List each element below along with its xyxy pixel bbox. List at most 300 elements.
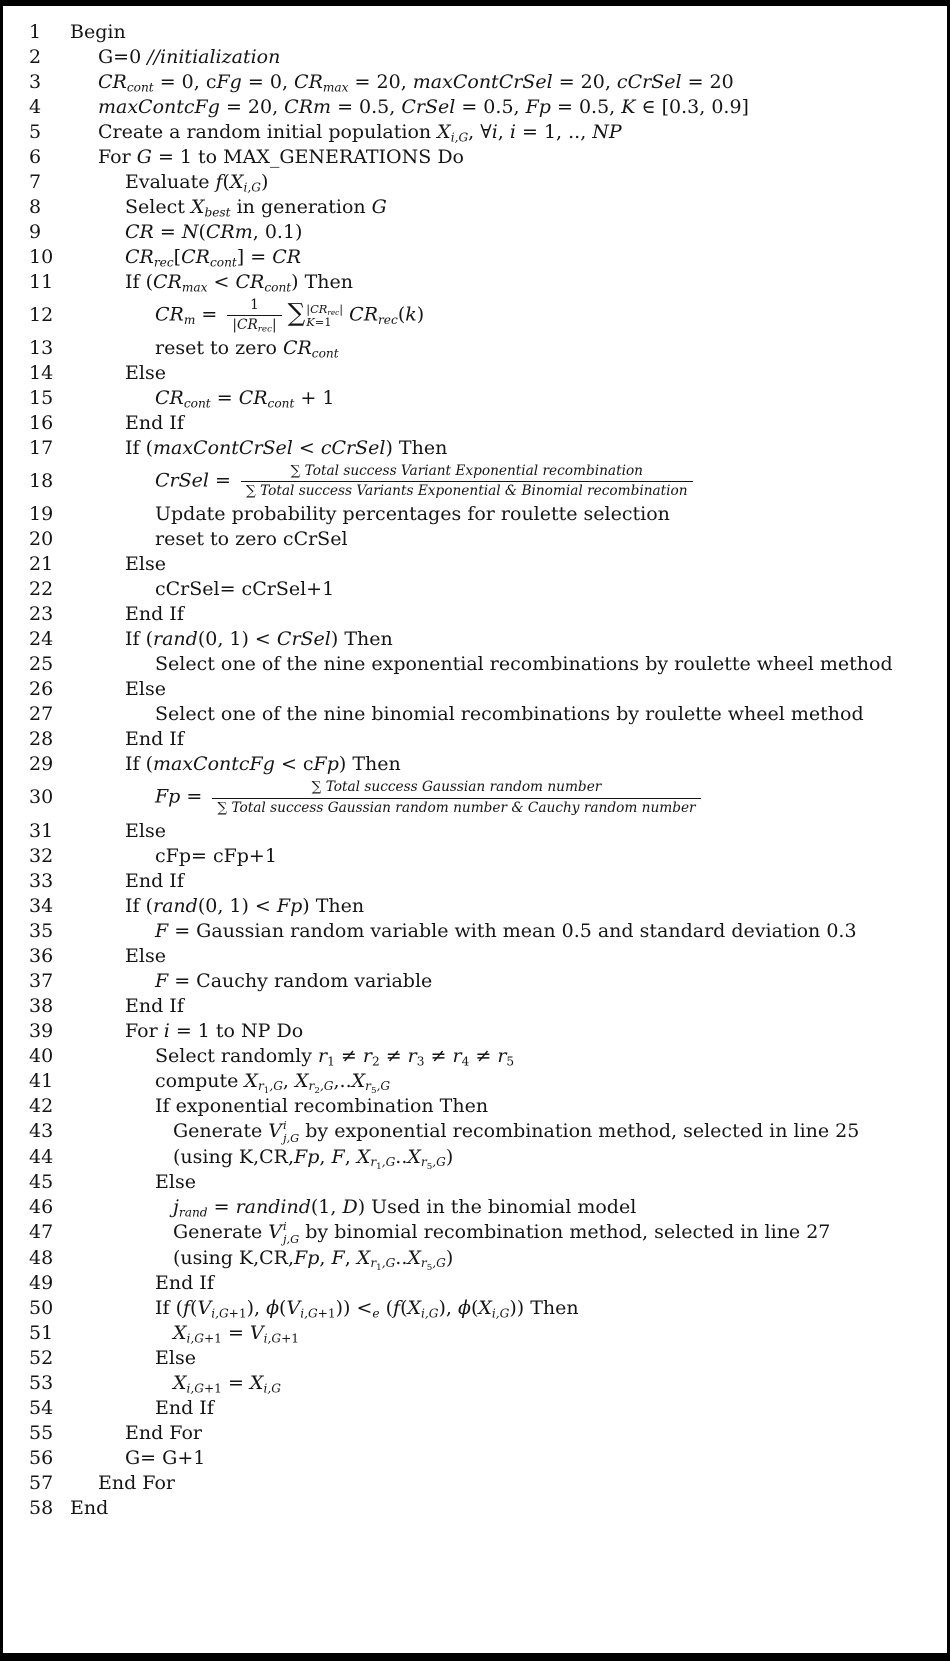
code-line bbox=[29, 1346, 941, 1371]
line-content: Else bbox=[125, 819, 166, 842]
code-line bbox=[29, 1094, 941, 1119]
math-italic: r bbox=[420, 1256, 427, 1271]
line-content: Generate V i j,G by exponential recombination method, selected in line 25 bbox=[173, 1117, 860, 1145]
code-line bbox=[29, 145, 941, 170]
math-italic: F bbox=[331, 1145, 345, 1168]
math-italic: best bbox=[204, 205, 231, 220]
line-number: 21 bbox=[29, 553, 54, 576]
math-italic: i bbox=[282, 1218, 287, 1233]
line-number: 40 bbox=[29, 1044, 54, 1067]
subscript bbox=[451, 130, 468, 144]
math-italic: maxContcFg bbox=[153, 753, 275, 776]
subscript bbox=[492, 1306, 509, 1320]
code-line bbox=[29, 1421, 941, 1446]
code-line bbox=[29, 602, 941, 627]
line-number: 31 bbox=[29, 819, 54, 842]
code-line bbox=[29, 1371, 941, 1396]
line-content: Select $X_{best}$ in generation G bbox=[125, 196, 387, 220]
math-italic: CR bbox=[153, 271, 182, 293]
line-number: 19 bbox=[29, 503, 54, 526]
line-content: Else bbox=[125, 362, 166, 385]
subscript bbox=[204, 205, 230, 219]
math-italic: rand bbox=[153, 894, 198, 917]
line-number: 23 bbox=[29, 603, 54, 626]
math-italic: r bbox=[362, 1044, 372, 1067]
line-number: 35 bbox=[29, 919, 54, 942]
subscript: i,G+1 bbox=[263, 1331, 300, 1346]
line-content: $CR_{cont} = CR_{cont} + 1$ bbox=[155, 387, 335, 411]
math-italic: rec bbox=[327, 307, 340, 317]
subscript bbox=[264, 280, 291, 294]
line-content: Else bbox=[125, 553, 166, 576]
math-italic: rec bbox=[378, 313, 398, 327]
line-number: 16 bbox=[29, 412, 54, 435]
math-italic: CR bbox=[236, 317, 258, 334]
line-content: $X_{i,G+1} = X_{i,G}$ bbox=[173, 1372, 281, 1396]
line-number: 58 bbox=[29, 1497, 54, 1520]
math-italic: X bbox=[407, 1297, 422, 1320]
subscript bbox=[308, 1079, 334, 1097]
sup-sub-stack bbox=[283, 1119, 299, 1145]
math-italic: i,G bbox=[186, 1331, 204, 1346]
math-italic: CR bbox=[125, 221, 154, 243]
code-line bbox=[29, 1044, 941, 1069]
code-line bbox=[29, 1271, 941, 1296]
fraction-denominator: ∑ Total success Variants Exponential & Binomial recombination bbox=[245, 483, 688, 500]
math-italic: CR bbox=[294, 71, 323, 93]
code-line bbox=[29, 1119, 941, 1145]
math-italic: ,G bbox=[319, 1079, 334, 1094]
code-line bbox=[29, 1069, 941, 1097]
line-number: 27 bbox=[29, 703, 54, 726]
line-number: 6 bbox=[29, 146, 42, 168]
math-italic: ,G bbox=[432, 1256, 446, 1271]
math-italic: f bbox=[393, 1297, 401, 1320]
math-italic: K bbox=[306, 314, 315, 329]
math-italic: r bbox=[370, 1256, 377, 1271]
fraction-denominator: $|CR_{rec}|$ bbox=[232, 317, 277, 335]
line-content: F = Gaussian random variable with mean 0.5 and standard deviation 0.3 bbox=[155, 919, 857, 942]
math-italic: X bbox=[173, 1372, 187, 1395]
line-content: G=0 //initialization bbox=[98, 46, 281, 68]
line-number: 15 bbox=[29, 387, 54, 410]
line-number: 30 bbox=[29, 786, 54, 809]
subscript: i,G+1 bbox=[186, 1381, 222, 1396]
line-content: G= G+1 bbox=[125, 1447, 206, 1470]
code-line bbox=[29, 1220, 941, 1246]
line-number: 56 bbox=[29, 1447, 54, 1470]
line-number: 47 bbox=[29, 1220, 54, 1243]
code-line bbox=[29, 627, 941, 652]
subscript bbox=[184, 313, 196, 327]
line-number: 46 bbox=[29, 1195, 54, 1218]
code-line bbox=[29, 120, 941, 145]
code-line bbox=[29, 869, 941, 894]
math-italic: V bbox=[268, 1220, 282, 1243]
code-line bbox=[29, 1145, 941, 1173]
subscript bbox=[372, 1306, 379, 1320]
subscript bbox=[370, 1155, 396, 1173]
line-number: 7 bbox=[29, 171, 42, 193]
line-content: Update probability percentages for roulette selection bbox=[155, 503, 670, 526]
line-content: compute $X_{r_1,G}$, $X_{r_2,G},..X_{r_5,G}$ bbox=[155, 1069, 391, 1097]
subscript bbox=[210, 255, 237, 269]
code-line bbox=[29, 1296, 941, 1321]
fraction bbox=[241, 463, 693, 500]
subscript bbox=[258, 325, 272, 335]
subscript: 5 bbox=[506, 1054, 515, 1069]
subscript: 1 bbox=[376, 1263, 382, 1274]
line-content: Else bbox=[155, 1170, 196, 1193]
subscript bbox=[182, 280, 208, 294]
math-italic: r bbox=[420, 1155, 427, 1170]
subscript bbox=[421, 1306, 438, 1320]
code-line bbox=[29, 777, 941, 818]
line-content: Fp = ∑ Total success Gaussian random number ∑ Total success Gaussian random number & Cauchy random number bbox=[155, 777, 705, 818]
math-italic: i bbox=[491, 121, 498, 143]
line-content: For i = 1 to NP Do bbox=[125, 1019, 304, 1042]
line-content: End If bbox=[155, 1397, 214, 1420]
subscript: 5 bbox=[370, 1086, 377, 1097]
code-line bbox=[29, 552, 941, 577]
math-italic: X bbox=[173, 1322, 187, 1345]
math-italic: i,G bbox=[491, 1306, 510, 1321]
line-content: cCrSel= cCrSel+1 bbox=[155, 578, 335, 601]
code-line bbox=[29, 1195, 941, 1220]
math-italic: CrSel bbox=[155, 469, 209, 492]
math-italic: j,G bbox=[282, 1231, 300, 1246]
math-italic: i bbox=[163, 1019, 170, 1042]
line-number: 18 bbox=[29, 469, 54, 492]
line-content: Generate V i j,G by binomial recombination method, selected in line 27 bbox=[173, 1218, 831, 1246]
line-content: F = Cauchy random variable bbox=[155, 969, 433, 992]
math-italic: //initialization bbox=[147, 46, 281, 68]
code-line bbox=[29, 1019, 941, 1044]
code-line bbox=[29, 295, 941, 336]
code-line bbox=[29, 994, 941, 1019]
stack-subscript: K=1 bbox=[306, 314, 332, 329]
math-italic: r bbox=[308, 1079, 315, 1094]
code-line bbox=[29, 1496, 941, 1521]
subscript bbox=[323, 80, 349, 94]
line-number: 53 bbox=[29, 1372, 54, 1395]
code-line bbox=[29, 270, 941, 295]
line-number: 24 bbox=[29, 628, 54, 651]
subscript bbox=[420, 1256, 446, 1274]
line-content: End If bbox=[125, 869, 184, 892]
line-number: 4 bbox=[29, 96, 42, 118]
math-italic: i,G bbox=[263, 1381, 281, 1396]
subscript bbox=[420, 1155, 446, 1173]
math-italic: cont bbox=[267, 396, 295, 411]
code-line bbox=[29, 652, 941, 677]
subscript: 2 bbox=[314, 1086, 320, 1097]
subscript: 2 bbox=[371, 1054, 380, 1069]
math-italic: cont bbox=[264, 280, 292, 295]
math-italic: G bbox=[371, 196, 387, 218]
code-line bbox=[29, 527, 941, 552]
math-italic: maxContcFg bbox=[98, 96, 220, 118]
math-italic: randind bbox=[235, 1195, 311, 1218]
subscript: 1 bbox=[263, 1086, 270, 1097]
math-italic: CR bbox=[310, 301, 328, 316]
math-italic: i,G bbox=[300, 1306, 318, 1321]
line-content: Select one of the nine exponential recombinations by roulette wheel method bbox=[155, 653, 893, 676]
line-number: 51 bbox=[29, 1322, 54, 1345]
math-italic: V bbox=[197, 1297, 212, 1320]
math-italic: cont bbox=[209, 255, 237, 270]
code-line bbox=[29, 411, 941, 436]
math-italic: CR bbox=[155, 387, 184, 410]
math-italic: X bbox=[249, 1372, 264, 1395]
line-content: If (rand(0, 1) < CrSel) Then bbox=[125, 628, 393, 651]
line-content: (using K,CR,Fp, F, $X_{r_1,G}..X_{r_5,G}$) bbox=[173, 1247, 454, 1274]
line-content: End If bbox=[125, 603, 184, 626]
line-number: 11 bbox=[29, 271, 54, 293]
line-content: End If bbox=[155, 1272, 214, 1295]
line-number: 25 bbox=[29, 653, 54, 676]
math-italic: maxContCrSel bbox=[153, 437, 293, 460]
math-italic: X bbox=[407, 1145, 421, 1168]
math-italic: r bbox=[407, 1044, 417, 1067]
math-italic: CR bbox=[238, 387, 268, 410]
math-italic: X bbox=[244, 1069, 258, 1092]
line-number: 3 bbox=[29, 71, 42, 93]
math-italic: cont bbox=[183, 396, 211, 411]
line-content: End For bbox=[98, 1472, 175, 1495]
subscript: i,G+1 bbox=[211, 1306, 247, 1321]
fraction-denominator: ∑ Total success Gaussian random number & Cauchy random number bbox=[217, 799, 696, 816]
line-number: 48 bbox=[29, 1247, 54, 1270]
code-line bbox=[29, 944, 941, 969]
math-italic: rand bbox=[178, 1205, 208, 1220]
code-line bbox=[29, 220, 941, 245]
math-italic: r bbox=[370, 1155, 377, 1170]
math-italic: X bbox=[437, 121, 451, 143]
math-italic: CrSel bbox=[276, 628, 331, 651]
line-content: Select one of the nine binomial recombinations by roulette wheel method bbox=[155, 703, 864, 726]
math-italic: max bbox=[181, 280, 208, 295]
math-italic: ,G bbox=[381, 1155, 396, 1170]
line-number: 10 bbox=[29, 246, 54, 268]
line-content: Else bbox=[155, 1347, 196, 1370]
line-content: (using K,CR,Fp, F, $X_{r_1,G}..X_{r_5,G}$) bbox=[173, 1145, 454, 1173]
line-number: 52 bbox=[29, 1347, 54, 1370]
code-line bbox=[29, 702, 941, 727]
summation-symbol: ∑ bbox=[287, 297, 306, 327]
subscript bbox=[370, 1256, 396, 1274]
line-content: Create a random initial population $X_{i,G}$, ∀i, i = 1, .., NP bbox=[98, 121, 622, 145]
line-number: 41 bbox=[29, 1069, 54, 1092]
line-content: If (maxContCrSel < cCrSel) Then bbox=[125, 437, 448, 460]
line-number: 37 bbox=[29, 969, 54, 992]
line-number: 1 bbox=[29, 21, 42, 43]
code-line bbox=[29, 436, 941, 461]
code-line bbox=[29, 1396, 941, 1421]
line-number: 42 bbox=[29, 1094, 54, 1117]
math-italic: CRm bbox=[284, 96, 332, 118]
stack-superscript: $|CR_{rec}|$ bbox=[306, 301, 344, 317]
subscript: i,G+1 bbox=[186, 1331, 222, 1346]
math-italic: ,G bbox=[381, 1256, 396, 1271]
line-content: maxContcFg = 20, CRm = 0.5, CrSel = 0.5, Fp = 0.5, K ∈ [0.3, 0.9] bbox=[98, 96, 749, 118]
line-content: $j_{rand}$ = randind(1, D) Used in the binomial model bbox=[173, 1195, 637, 1220]
subscript bbox=[179, 1205, 208, 1219]
math-italic: CRm bbox=[205, 221, 253, 243]
code-line bbox=[29, 969, 941, 994]
sup-sub-stack bbox=[306, 303, 343, 329]
math-italic: r bbox=[365, 1079, 371, 1094]
line-number: 43 bbox=[29, 1119, 54, 1142]
math-italic: F bbox=[155, 969, 169, 992]
code-line bbox=[29, 1170, 941, 1195]
math-italic: Fg bbox=[216, 71, 242, 93]
line-content: CrSel = ∑ Total success Variant Exponential recombination ∑ Total success Variants Exponential & Binomial recombination bbox=[155, 461, 697, 502]
line-content: If (maxContcFg < cFp) Then bbox=[125, 753, 401, 776]
math-italic: CR bbox=[125, 246, 154, 268]
code-line bbox=[29, 70, 941, 95]
line-number: 9 bbox=[29, 221, 42, 243]
line-content: If exponential recombination Then bbox=[155, 1094, 489, 1117]
code-line bbox=[29, 1246, 941, 1274]
math-italic: rec bbox=[153, 255, 174, 270]
math-italic: r bbox=[257, 1079, 264, 1094]
math-italic: V bbox=[268, 1119, 282, 1142]
line-number: 8 bbox=[29, 196, 42, 218]
line-number: 13 bbox=[29, 337, 54, 360]
subscript bbox=[184, 397, 211, 411]
code-line bbox=[29, 361, 941, 386]
subscript bbox=[257, 1079, 283, 1097]
line-number: 14 bbox=[29, 362, 54, 385]
line-content: If ($f(V_{i,G+1})$, $\phi(V_{i,G+1})) <_e$ ($f(X_{i,G})$, $\phi(X_{i,G})$) Then bbox=[155, 1297, 579, 1321]
math-italic: CR bbox=[349, 303, 378, 326]
math-italic: X bbox=[356, 1247, 371, 1270]
line-content: $CR_{cont} = 0$, cFg = 0, $CR_{max} = 20$, maxContCrSel = 20, cCrSel = 20 bbox=[98, 71, 734, 95]
line-number: 34 bbox=[29, 894, 54, 917]
math-italic: Fp bbox=[313, 753, 339, 776]
math-italic: CR bbox=[282, 337, 312, 360]
code-line bbox=[29, 919, 941, 944]
line-content: End bbox=[70, 1497, 109, 1520]
math-italic: K bbox=[621, 96, 636, 118]
code-line bbox=[29, 752, 941, 777]
math-italic: F bbox=[155, 919, 169, 942]
line-number: 22 bbox=[29, 578, 54, 601]
math-italic: NP bbox=[592, 121, 622, 143]
line-number: 49 bbox=[29, 1272, 54, 1295]
code-line bbox=[29, 170, 941, 195]
math-italic: i bbox=[282, 1117, 287, 1132]
subscript: 4 bbox=[461, 1054, 470, 1069]
math-italic: CR bbox=[181, 246, 210, 268]
line-content: reset to zero $CR_{cont}$ bbox=[155, 337, 339, 361]
line-number: 39 bbox=[29, 1019, 54, 1042]
math-italic: X bbox=[229, 171, 244, 193]
math-italic: j bbox=[173, 1195, 179, 1218]
math-italic: Fp bbox=[294, 1145, 320, 1168]
math-italic: N bbox=[181, 221, 199, 243]
math-italic: r bbox=[318, 1044, 328, 1067]
line-content: Else bbox=[125, 678, 166, 701]
line-number: 5 bbox=[29, 121, 42, 143]
line-content: cFp= cFp+1 bbox=[155, 844, 277, 867]
math-italic: Fp bbox=[276, 894, 303, 917]
math-italic: m bbox=[183, 313, 196, 327]
math-italic: CR bbox=[235, 271, 265, 293]
line-content: Else bbox=[125, 944, 166, 967]
code-line bbox=[29, 677, 941, 702]
line-number: 2 bbox=[29, 46, 42, 68]
line-number: 20 bbox=[29, 528, 54, 551]
math-italic: i,G bbox=[263, 1331, 282, 1346]
math-italic: rec bbox=[257, 324, 273, 335]
code-line bbox=[29, 502, 941, 527]
line-number: 28 bbox=[29, 728, 54, 751]
code-line bbox=[29, 95, 941, 120]
math-italic: i,G bbox=[211, 1306, 229, 1321]
math-italic: r bbox=[452, 1044, 462, 1067]
math-italic: X bbox=[407, 1247, 421, 1270]
math-italic: e bbox=[372, 1306, 380, 1321]
sup-sub-stack bbox=[283, 1220, 299, 1246]
line-content: $X_{i,G+1} = V_{i,G+1}$ bbox=[173, 1322, 300, 1346]
math-italic: ,G bbox=[269, 1079, 283, 1094]
line-number: 33 bbox=[29, 869, 54, 892]
math-italic: D bbox=[342, 1195, 358, 1218]
subscript: 1 bbox=[327, 1054, 335, 1069]
line-content: If (rand(0, 1) < Fp) Then bbox=[125, 894, 365, 917]
math-italic: f bbox=[215, 171, 223, 193]
subscript bbox=[378, 313, 398, 327]
line-content: $CR_{rec}[CR_{cont}]$ = CR bbox=[125, 246, 302, 270]
fraction bbox=[212, 779, 700, 816]
line-number: 38 bbox=[29, 994, 54, 1017]
math-italic: Fp bbox=[155, 786, 181, 809]
line-number: 54 bbox=[29, 1397, 54, 1420]
math-italic: i,G bbox=[243, 180, 261, 195]
code-line bbox=[29, 1321, 941, 1346]
math-italic: X bbox=[190, 196, 205, 218]
code-line bbox=[29, 894, 941, 919]
math-italic: CR bbox=[272, 246, 302, 268]
math-italic: ,G bbox=[376, 1079, 391, 1094]
subscript: 1 bbox=[376, 1162, 382, 1173]
math-italic: X bbox=[356, 1145, 371, 1168]
line-content: End For bbox=[125, 1422, 202, 1445]
line-number: 55 bbox=[29, 1422, 54, 1445]
fraction bbox=[227, 297, 281, 334]
line-number: 44 bbox=[29, 1145, 54, 1168]
line-number: 57 bbox=[29, 1472, 54, 1495]
code-line bbox=[29, 336, 941, 361]
line-content: Begin bbox=[70, 21, 126, 43]
subscript bbox=[244, 180, 261, 194]
math-italic: i,G bbox=[450, 130, 469, 145]
line-content: CR = N(CRm, 0.1) bbox=[125, 221, 303, 243]
line-content: End If bbox=[125, 728, 184, 751]
math-italic: Total success Variant Exponential recombination bbox=[304, 463, 643, 480]
math-italic: ,G bbox=[432, 1155, 446, 1170]
stack-subscript bbox=[283, 1132, 299, 1145]
line-number: 17 bbox=[29, 437, 54, 460]
code-line bbox=[29, 45, 941, 70]
math-italic: j,G bbox=[282, 1130, 300, 1145]
math-italic: f bbox=[183, 1297, 191, 1320]
line-number: 50 bbox=[29, 1297, 54, 1320]
math-italic: G bbox=[136, 146, 152, 168]
subscript bbox=[365, 1079, 391, 1097]
